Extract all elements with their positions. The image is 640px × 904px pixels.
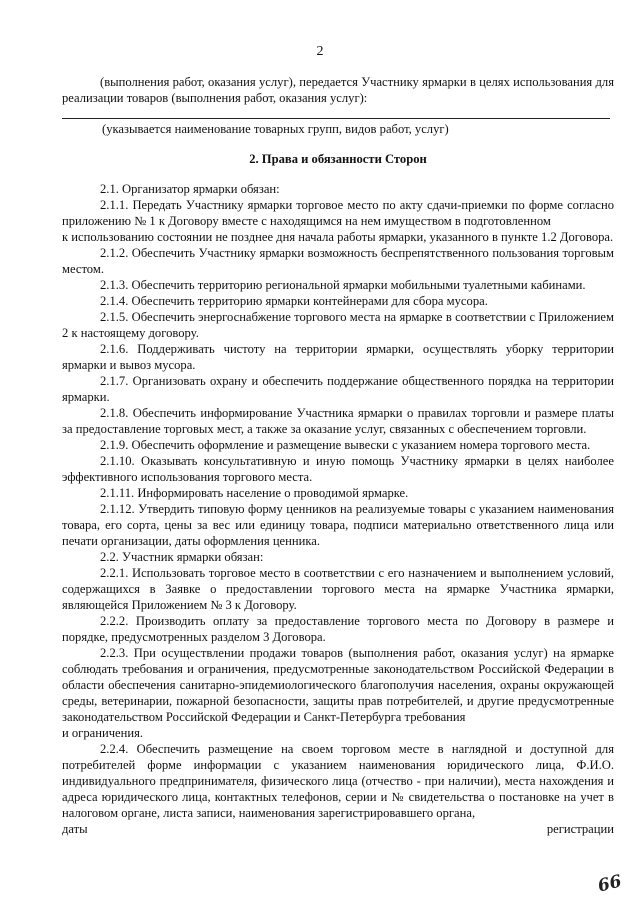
paragraph-2-2-4: 2.2.4. Обеспечить размещение на своем торговом месте в наглядной и доступной для потребителей форме информации с указанием наименования юридического лица, Ф.И.О. индивидуального предпринимателя, физического лица (отчество - при наличии), места нахождения и адреса юридического лица, контактных телефонов, серии и № свидетельства о постановке на учет в налоговом органе, листа записи, наименования зарегистрировавшего органа, (62, 742, 614, 820)
paragraph-2-1-4: 2.1.4. Обеспечить территорию ярмарки контейнерами для сбора мусора. (100, 294, 488, 308)
paragraph-2-1-6: 2.1.6. Поддерживать чистоту на территории ярмарки, осуществлять уборку территории ярмарки и вывоз мусора. (62, 342, 614, 372)
final-line-left: даты (62, 822, 88, 836)
paragraph-2-1-8: 2.1.8. Обеспечить информирование Участника ярмарки о правилах торговли и размере платы за предоставление торговых мест, а также за оказание услуг, связанных с обеспечением торговли. (62, 406, 614, 436)
paragraph-2-1-12: 2.1.12. Утвердить типовую форму ценников на реализуемые товары с указанием наименования товара, его сорта, цены за вес или единицу товара, подписи материально ответственного лица или печати организации, даты оформления ценника. (62, 502, 614, 548)
paragraph-2-1-1-cont: к использованию состоянии не позднее дня начала работы ярмарки, указанного в пункте 1.2 Договора. (62, 230, 614, 244)
handwritten-page-mark: 66 (595, 871, 624, 897)
paragraph-2-2-3: 2.2.3. При осуществлении продажи товаров (выполнения работ, оказания услуг) на ярмарке соблюдать требования и ограничения, предусмотренные законодательством Российской Федерации в области обеспечения санитарно-эпидемиологического благополучия населения, охраны окружающей среды, ветеринарии, пожарной безопасности, защиты прав потребителей, и другие предусмотренные законодательством Российской Федерации и Санкт-Петербурга требования (62, 646, 614, 724)
paragraph-2-1-5: 2.1.5. Обеспечить энергоснабжение торгового места на ярмарке в соответствии с Приложением 2 к настоящему договору. (62, 310, 614, 340)
final-line (62, 821, 614, 837)
paragraph-2-1-11: 2.1.11. Информировать население о проводимой ярмарке. (100, 486, 409, 500)
intro-paragraph: (выполнения работ, оказания услуг), передается Участнику ярмарки в целях использования для реализации товаров (выполнения работ, оказания услуг): (62, 75, 614, 105)
paragraph-2-2-2: 2.2.2. Производить оплату за предоставление торгового места по Договору в размере и порядке, предусмотренных разделом 3 Договора. (62, 614, 614, 644)
final-line-right: регистрации (546, 822, 614, 836)
paragraph-2-1-1: 2.1.1. Передать Участнику ярмарки торговое место по акту сдачи-приемки по форме согласно приложению № 1 к Договору вместе с находящимся на нем имуществом в подготовленном (62, 198, 614, 228)
section-title: 2. Права и обязанности Сторон (249, 152, 427, 166)
fill-in-caption: (указывается наименование товарных групп, видов работ, услуг) (102, 122, 449, 136)
paragraph-2-1-3: 2.1.3. Обеспечить территорию региональной ярмарки мобильными туалетными кабинами. (100, 278, 586, 292)
paragraph-2-2-3-cont: и ограничения. (62, 726, 144, 740)
paragraph-2-1-7: 2.1.7. Организовать охрану и обеспечить поддержание общественного порядка на территории ярмарки. (62, 374, 614, 404)
paragraph-2-1-2: 2.1.2. Обеспечить Участнику ярмарки возможность беспрепятственного пользования торговым местом. (62, 246, 614, 276)
paragraph-2-1-9: 2.1.9. Обеспечить оформление и размещение вывески с указанием номера торгового места. (100, 438, 591, 452)
page-number: 2 (316, 44, 324, 59)
fill-in-line (62, 118, 610, 119)
paragraph-2-2-1: 2.2.1. Использовать торговое место в соответствии с его назначением и выполнением условий, содержащихся в Заявке о предоставлении торгового места на ярмарке Участника ярмарки, являющейся Приложением № 3 к Договору. (62, 566, 614, 612)
document-body (62, 74, 614, 837)
paragraph-2-1: 2.1. Организатор ярмарки обязан: (100, 182, 280, 196)
paragraph-2-2: 2.2. Участник ярмарки обязан: (100, 550, 264, 564)
paragraph-2-1-10: 2.1.10. Оказывать консультативную и иную помощь Участнику ярмарки в целях наиболее эффективного использования торгового места. (62, 454, 614, 484)
